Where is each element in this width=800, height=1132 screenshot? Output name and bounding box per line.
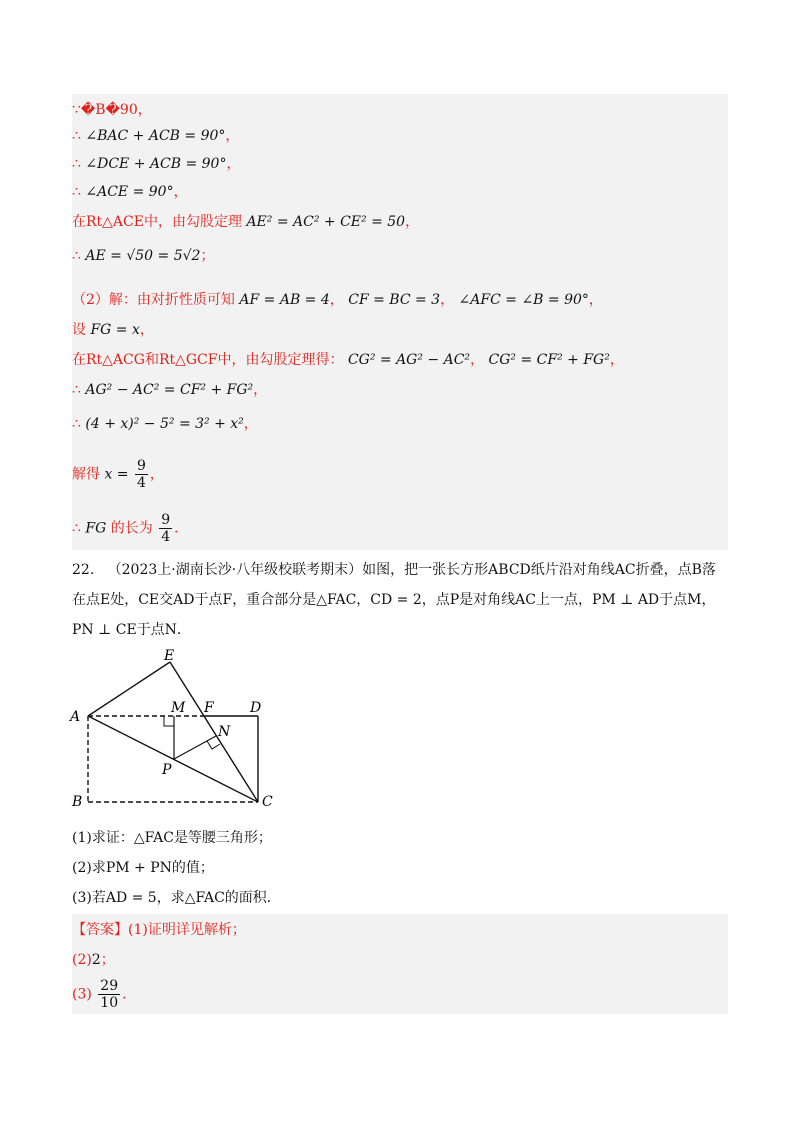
geometry-figure [66,646,296,816]
solution-line-12: 解得 x = $\frac{9}{4}$ ， [72,458,164,491]
label-D: D [250,700,262,716]
question-line-2: 在点E处，CE交AD于点F，重合部分是△FAC，CD = 2，点P是对角线AC上一点，PM ⊥ AD于点M， [72,592,716,608]
label-B: B [72,794,83,810]
sub-question-1: (1)求证：△FAC是等腰三角形； [72,830,272,846]
solution-line-5: 在Rt△ACE中，由勾股定理 AE² = AC² + CE² = 50， [72,214,420,230]
solution-line-6: ∴ AE = √50 = 5√2； [72,248,215,264]
fraction-29-10: $\frac{29}{10}$ [100,978,119,1011]
solution-line-13: ∴ FG 的长为 $\frac{9}{4}$ ． [72,512,189,545]
label-N: N [218,724,231,740]
answer-line-1: 【答案】(1)证明详见解析； [72,922,246,938]
question-line-1: 22. （2023上·湖南长沙·八年级校联考期末）如图，把一张长方形ABCD纸片沿对角线AC折叠，点B落 [72,562,716,578]
label-C: C [262,794,273,810]
label-A: A [70,709,81,725]
answer-line-3: (3) $\frac{29}{10}$ ． [72,978,137,1011]
solution-line-3: ∴ ∠DCE + ACB = 90°， [72,156,241,172]
solution-line-2: ∴ ∠BAC + ACB = 90°， [72,128,240,144]
label-M: M [171,700,186,716]
solution-block [72,94,728,550]
fraction-9-4-result: $\frac{9}{4}$ [161,512,171,545]
question-line-3: PN ⊥ CE于点N． [72,622,191,638]
fraction-9-4: $\frac{9}{4}$ [136,458,146,491]
solution-line-11: ∴ (4 + x)² − 5² = 3² + x²， [72,416,258,432]
solution-line-8: 设 FG = x， [72,322,154,338]
answer-line-2: (2)2； [72,952,115,968]
solution-line-9: 在Rt△ACG和Rt△GCF中，由勾股定理得： CG² = AG² − AC²， CG² = CF² + FG²， [72,352,624,368]
sub-question-2: (2)求PM + PN的值； [72,860,214,876]
label-F: F [204,700,214,716]
solution-line-10: ∴ AG² − AC² = CF² + FG²， [72,382,268,398]
label-P: P [162,762,172,778]
solution-line-7: （2）解：由对折性质可知 AF = AB = 4， CF = BC = 3， ∠AFC = ∠B = 90°， [72,292,603,308]
solution-line-4: ∴ ∠ACE = 90°， [72,184,188,200]
label-E: E [164,648,175,664]
solution-line-1: ∵�B�90， [72,102,152,118]
answer-block [72,914,728,1014]
sub-question-3: (3)若AD = 5，求△FAC的面积． [72,890,281,906]
